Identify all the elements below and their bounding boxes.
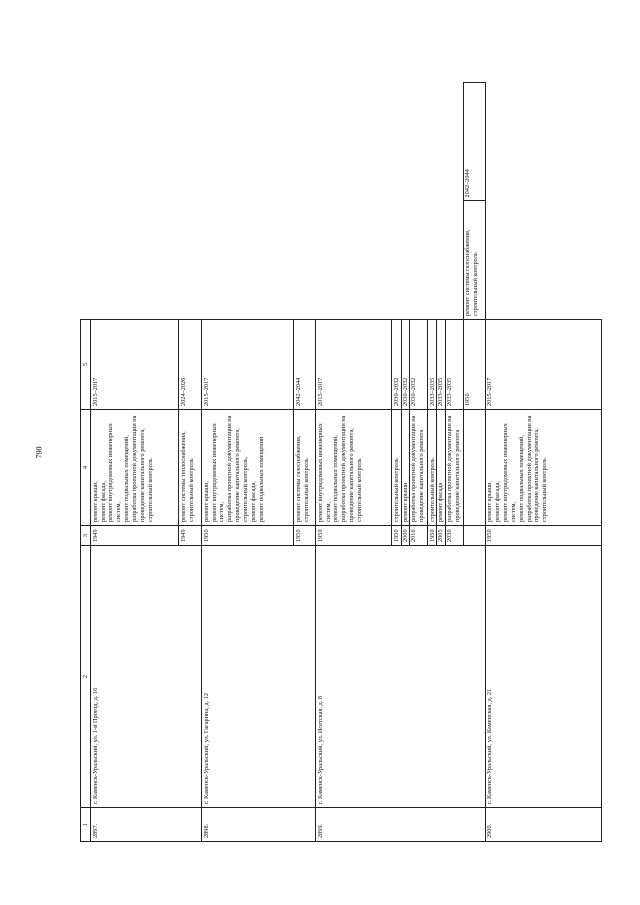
period-cell: 2042–2044 [294, 320, 316, 410]
table-row [91, 83, 179, 842]
year-cell: 1950 [202, 526, 294, 546]
period-cell: 2015–2017 [316, 320, 392, 410]
year-entry: 2000 [401, 526, 410, 545]
row-number: 2897. [91, 808, 202, 842]
table-row [485, 83, 601, 842]
work-entry: строительный контроль [428, 458, 436, 522]
rotated-table-frame [80, 82, 602, 842]
header-row [81, 83, 91, 842]
period-entry: 2033–2035 [428, 377, 436, 406]
period-entry: 2030–2032 [401, 320, 410, 409]
table-row [202, 83, 294, 842]
row-number: 2898. [202, 808, 316, 842]
column-header-4: 4 [81, 410, 91, 526]
period-entry: 2033–2035 [436, 320, 445, 409]
year-entry: 2005 [436, 526, 445, 545]
year-cell: 1950 [294, 526, 316, 546]
work-cell: ремонт крыши, ремонт фасада, ремонт внутридомовых инженерных систем, ремонт подвальных помещений, разработка проектной документации на проведение капитального ремонта, строительный контроль [485, 410, 601, 526]
work-cell: ремонт системы газоснабжения, строительный контроль [294, 410, 316, 526]
year-entry: 1950 [428, 529, 436, 542]
year-entry: 2016 [409, 526, 418, 545]
row-number-cont [463, 526, 485, 546]
column-header-2: 2 [81, 546, 91, 808]
row-number: 2900. [485, 808, 601, 842]
work-cell: ремонт крыши, ремонт фасада, ремонт внутридомовых инженерных систем, ремонт подвальных помещений, разработка проектной документации на проведение капитального ремонта, строительный контроль [91, 410, 179, 526]
work-entry: разработка проектной документации на проведение капитального ремонта [409, 410, 426, 525]
year-cell: 1950 [463, 320, 485, 410]
work-entry: ремонт крыши [401, 410, 410, 525]
period-cell: 2015–2017 [91, 320, 179, 410]
work-cell: ремонт системы теплоснабжения, строительный контроль [179, 410, 202, 526]
work-entry: ремонт фасада [436, 410, 445, 525]
address-cell: г. Каменск-Уральский, ул. Гагарина, д. 12 [202, 546, 316, 808]
row-number: 2899. [316, 808, 486, 842]
period-cell: 2024–2026 [179, 320, 202, 410]
address-cell: г. Каменск-Уральский, ул. Исетская, д. 8 [316, 546, 486, 808]
work-cell: ремонт внутридомовых инженерных систем, ремонт подвальных помещений, разработка проектной документации на проведение капитального ремонта, строительный контроль [316, 410, 392, 526]
period-entry: 2033–2035 [445, 320, 454, 409]
work-cell: ремонт системы газоснабжения, строительный контроль [463, 201, 485, 320]
column-header-5: 5 [81, 320, 91, 410]
period-entry: 2030–2032 [409, 320, 418, 409]
column-header-1: 1 [81, 808, 91, 842]
work-entry: строительный контроль [392, 458, 400, 522]
year-entry: 2030 [445, 526, 454, 545]
period-cell: 2042–2044 [463, 83, 485, 202]
year-cell: 1949 [91, 526, 179, 546]
work-cell [427, 410, 463, 526]
period-cell: 2015–2017 [485, 320, 601, 410]
year-cell: 1950 [485, 526, 601, 546]
year-cell: 1949 [179, 526, 202, 546]
year-entry: 1950 [392, 529, 400, 542]
period-entry: 2030–2032 [392, 377, 400, 406]
capital-repair-table [80, 82, 602, 842]
work-cell [392, 410, 428, 526]
year-cell: 1950 [316, 526, 392, 546]
work-entry: разработка проектной документации на проведение капитального ремонта [445, 410, 462, 525]
period-cell: 2015–2017 [202, 320, 294, 410]
table-row [316, 83, 392, 842]
period-cell [427, 320, 463, 410]
address-cell: г. Каменск-Уральский, ул. 1-й Проезд, д. 16 [91, 546, 202, 808]
column-header-3: 3 [81, 526, 91, 546]
page-number: 790 [34, 446, 44, 459]
year-cell [392, 526, 428, 546]
address-cell: г. Каменск-Уральский, ул. Каменская, д. 21 [485, 546, 601, 808]
period-cell [392, 320, 428, 410]
year-cell [427, 526, 463, 546]
work-cell: ремонт крыши, ремонт внутридомовых инженерных систем, разработка проектной документации на проведение капитального ремонта, строительный контроль, ремонт фасада, ремонт подвальных помещений [202, 410, 294, 526]
address-cont [463, 410, 485, 526]
